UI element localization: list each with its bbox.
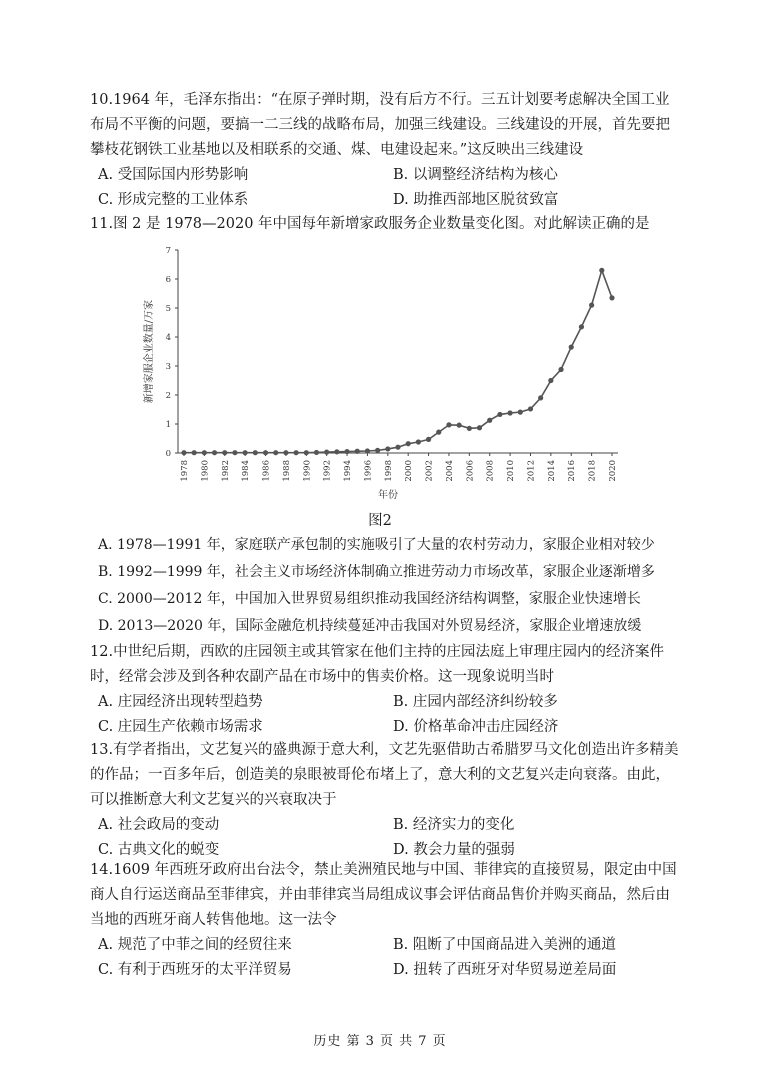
y-tick-label: 5: [165, 304, 171, 314]
x-tick-label: 2008: [485, 460, 496, 482]
data-point: [192, 450, 197, 455]
x-tick-label: 2018: [587, 460, 598, 482]
question-stem: [90, 858, 680, 933]
option-a[interactable]: A. 1978—1991 年，家庭联产承包制的实施吸引了大量的农村劳动力，家服企业相对较少: [98, 537, 655, 553]
question-stem: [90, 212, 680, 237]
x-tick-label: 1978: [180, 460, 190, 482]
x-tick-label: 1984: [241, 460, 252, 482]
question-11-options: [90, 532, 680, 640]
question-stem: [90, 640, 680, 690]
option-b[interactable]: B. 经济实力的变化: [393, 817, 515, 833]
option-c[interactable]: C. 古典文化的蜕变: [98, 842, 220, 858]
data-point: [426, 437, 431, 442]
data-point: [273, 450, 278, 455]
option-d[interactable]: D. 2013—2020 年，国际金融危机持续蔓延冲击我国对外贸易经济，家服企业增速放缓: [98, 618, 642, 634]
data-point: [467, 426, 472, 431]
x-tick-label: 2020: [608, 460, 618, 482]
question-number: 13.: [90, 742, 114, 758]
data-point: [324, 450, 329, 455]
x-tick-label: 1992: [322, 460, 333, 482]
x-tick-label: 2000: [404, 460, 415, 482]
x-tick-label: 2014: [546, 460, 557, 482]
x-tick-label: 2004: [444, 460, 455, 482]
y-tick-label: 0: [165, 449, 171, 459]
figure-caption: 图2: [368, 513, 392, 529]
question-11: [90, 212, 680, 237]
option-a[interactable]: A. 规范了中菲之间的经贸往来: [98, 937, 292, 953]
data-point: [212, 450, 217, 455]
question-text: 图 2 是 1978—2020 年中国每年新增家政服务企业数量变化图。对此解读正确的是: [113, 216, 650, 232]
question-number: 10.: [90, 92, 114, 108]
question-text: 中世纪后期，西欧的庄园领主或其管家在他们主持的庄园法庭上审理庄园内的经济案件时，经常会涉及到各种农副产品在市场中的售卖价格。这一现象说明当时: [90, 644, 665, 685]
option-d[interactable]: D. 扭转了西班牙对华贸易逆差局面: [393, 962, 617, 978]
data-point: [263, 450, 268, 455]
y-tick-label: 2: [165, 391, 171, 401]
option-b[interactable]: B. 阻断了中国商品进入美洲的通道: [393, 937, 616, 953]
data-point: [497, 412, 502, 417]
option-c[interactable]: C. 2000—2012 年，中国加入世界贸易组织推动我国经济结构调整，家服企业快速增长: [98, 591, 641, 607]
data-point: [538, 395, 543, 400]
question-text: 1964 年，毛泽东指出：“在原子弹时期，没有后方不行。三五计划要考虑解决全国工业布局不平衡的问题，要搞一二三线的战略布局，加强三线建设。三线建设的开展，首先要把攀枝花钢铁工业基地以及相联系的交通、煤、电建设起来。”这反映出三线建设: [90, 92, 670, 158]
option-d[interactable]: D. 助推西部地区脱贫致富: [393, 192, 559, 208]
y-tick-label: 6: [165, 275, 171, 285]
line-chart: [140, 240, 630, 502]
data-point: [406, 441, 411, 446]
question-text: 有学者指出，文艺复兴的盛典源于意大利，文艺先驱借助古希腊罗马文化创造出许多精美的作品；一百多年后，创造美的泉眼被哥伦布堵上了，意大利的文艺复兴走向衰落。由此，可以推断意大利文艺复兴的兴衰取决于: [90, 742, 679, 808]
data-point: [446, 422, 451, 427]
x-axis-title: 年份: [378, 490, 398, 501]
data-point: [283, 450, 288, 455]
x-tick-label: 2010: [506, 460, 517, 482]
question-number: 11.: [90, 216, 114, 232]
data-point: [385, 446, 390, 451]
data-point: [222, 450, 227, 455]
option-b[interactable]: B. 庄园内部经济纠纷较多: [393, 694, 558, 710]
x-tick-label: 1988: [281, 460, 292, 482]
x-tick-label: 1990: [302, 460, 313, 482]
data-point: [232, 450, 237, 455]
data-point: [202, 450, 207, 455]
x-tick-label: 2002: [424, 460, 435, 482]
x-tick-label: 2012: [526, 460, 537, 482]
y-tick-label: 3: [165, 362, 171, 372]
y-tick-label: 4: [165, 333, 171, 343]
x-tick-label: 2016: [567, 460, 578, 482]
data-point: [334, 449, 339, 454]
option-a[interactable]: A. 社会政局的变动: [98, 817, 220, 833]
x-tick-label: 1998: [383, 460, 394, 482]
question-number: 14.: [90, 862, 114, 878]
option-d[interactable]: D. 教会力量的强弱: [393, 842, 515, 858]
x-tick-label: 1986: [261, 460, 272, 482]
x-tick-label: 1980: [200, 460, 211, 482]
data-point: [253, 450, 258, 455]
x-tick-label: 1994: [343, 460, 354, 482]
data-point: [243, 450, 248, 455]
y-axis-title: 新增家服企业数量/万家: [144, 299, 155, 404]
data-point: [518, 410, 523, 415]
data-point: [293, 450, 298, 455]
x-tick-label: 1982: [220, 460, 231, 482]
x-tick-label: 1996: [363, 460, 374, 482]
data-point: [507, 410, 512, 415]
data-point: [416, 439, 421, 444]
data-point: [304, 450, 309, 455]
data-point: [569, 345, 574, 350]
question-stem: [90, 738, 680, 813]
data-point: [436, 430, 441, 435]
data-point: [355, 449, 360, 454]
data-point: [609, 295, 614, 300]
data-point: [477, 425, 482, 430]
y-tick-label: 7: [165, 246, 171, 256]
data-point: [314, 450, 319, 455]
data-point: [528, 406, 533, 411]
data-point: [344, 449, 349, 454]
data-point: [579, 324, 584, 329]
x-tick-label: 2006: [465, 460, 476, 482]
question-number: 12.: [90, 644, 114, 660]
question-stem: [90, 88, 680, 163]
series-line: [184, 270, 612, 452]
option-b[interactable]: B. 以调整经济结构为核心: [393, 167, 558, 183]
option-a[interactable]: A. 庄园经济出现转型趋势: [98, 694, 263, 710]
data-point: [181, 450, 186, 455]
data-point: [487, 418, 492, 423]
option-c[interactable]: C. 有利于西班牙的太平洋贸易: [98, 962, 292, 978]
question-14: [90, 858, 680, 983]
data-point: [457, 423, 462, 428]
option-a[interactable]: A. 受国际国内形势影响: [98, 167, 249, 183]
option-d[interactable]: D. 价格革命冲击庄园经济: [393, 719, 559, 735]
question-text: 1609 年西班牙政府出台法令，禁止美洲殖民地与中国、菲律宾的直接贸易，限定由中国商人自行运送商品至菲律宾，并由菲律宾当局组成议事会评估商品售价并购买商品，然后由当地的西班牙商人转售他地。这一法令: [90, 862, 677, 928]
question-13: [90, 738, 680, 863]
question-10: [90, 88, 680, 213]
question-12: [90, 640, 680, 740]
y-tick-label: 1: [165, 420, 171, 430]
option-c[interactable]: C. 庄园生产依赖市场需求: [98, 719, 263, 735]
data-point: [375, 448, 380, 453]
data-point: [558, 367, 563, 372]
data-point: [395, 445, 400, 450]
data-point: [599, 268, 604, 273]
data-point: [365, 448, 370, 453]
option-b[interactable]: B. 1992—1999 年，社会主义市场经济体制确立推进劳动力市场改革，家服企业逐渐增多: [98, 564, 655, 580]
page-footer: 历史 第 3 页 共 7 页: [313, 1034, 447, 1049]
option-c[interactable]: C. 形成完整的工业体系: [98, 192, 249, 208]
data-point: [589, 303, 594, 308]
data-point: [548, 378, 553, 383]
chart-svg: [140, 240, 630, 502]
